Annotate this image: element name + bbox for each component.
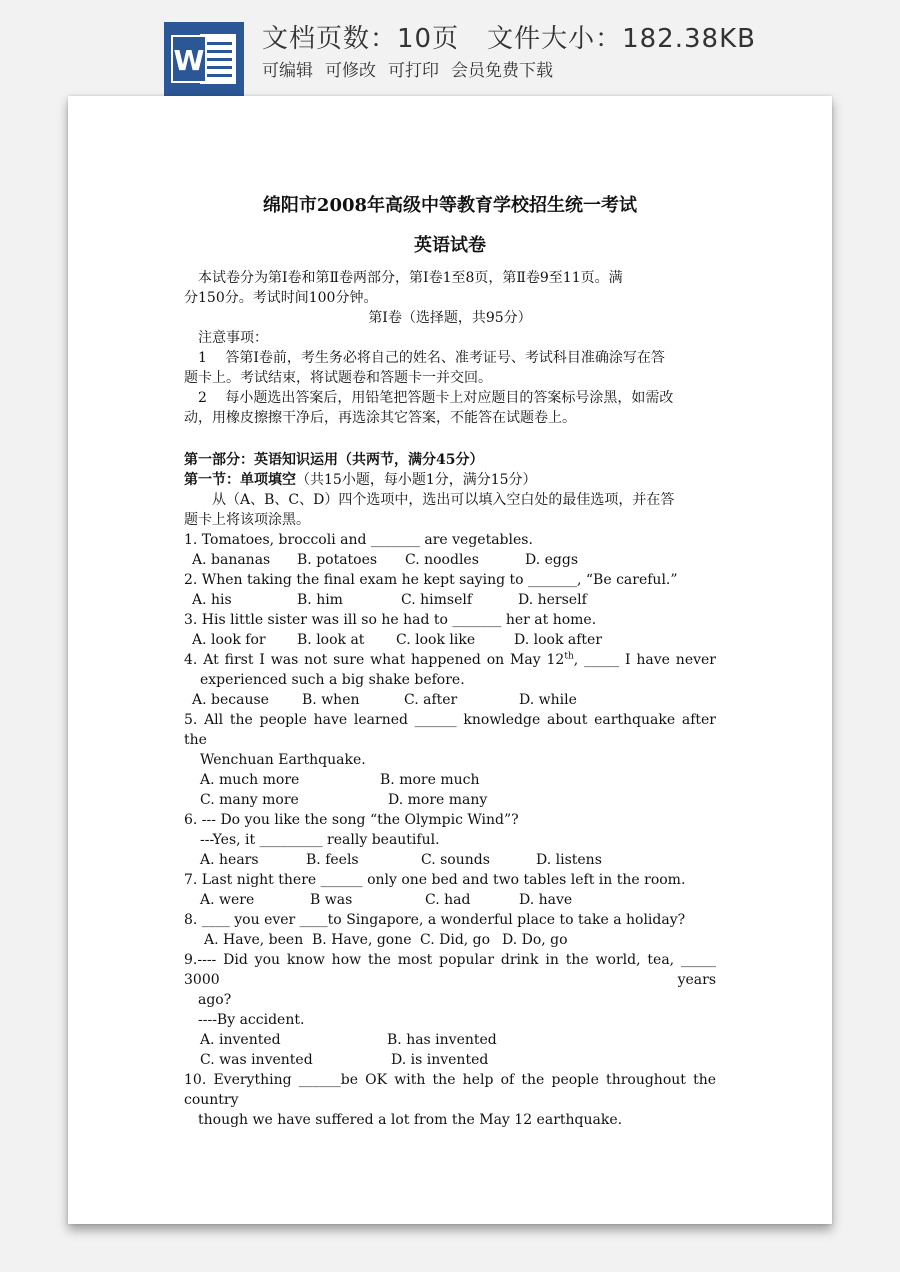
- option: A. his: [192, 592, 232, 608]
- instructions: 从（A、B、C、D）四个选项中，选出可以填入空白处的最佳选项，并在答: [212, 492, 675, 508]
- question-options: [184, 1050, 716, 1070]
- question-text: though we have suffered a lot from the May 12 earthquake.: [198, 1112, 623, 1128]
- feature-modifiable: 可修改: [325, 61, 376, 81]
- download-banner: [0, 0, 900, 100]
- feature-list: [262, 56, 565, 81]
- question-options: [184, 1030, 716, 1050]
- option: C. had: [425, 892, 471, 908]
- option: A. hears: [200, 852, 259, 868]
- question-text: 2. When taking the final exam he kept saying to _______, “Be careful.”: [184, 572, 678, 588]
- question-options: [184, 550, 716, 570]
- question-text: 10. Everything ______be OK with the help of the people throughout the country: [184, 1072, 716, 1108]
- question-text: 3. His little sister was ill so he had to _______ her at home.: [184, 612, 597, 628]
- superscript: th: [564, 651, 574, 662]
- option: C. after: [404, 692, 458, 708]
- file-info: [262, 18, 784, 55]
- section-heading-rest: （共15小题，每小题1分，满分15分）: [296, 472, 537, 488]
- feature-printable: 可打印: [388, 61, 439, 81]
- option: D. Do, go: [502, 932, 568, 948]
- option: D. look after: [514, 632, 603, 648]
- notice-item: 动，用橡皮擦擦干净后，再选涂其它答案，不能答在试题卷上。: [184, 410, 576, 426]
- option: B. more much: [380, 772, 480, 788]
- option: A. bananas: [192, 552, 271, 568]
- question-text: ---Yes, it _________ really beautiful.: [200, 832, 440, 848]
- option: A. much more: [200, 772, 300, 788]
- question-options: [184, 770, 716, 790]
- notice-item: 1 答第Ⅰ卷前，考生务必将自己的姓名、准考证号、考试科目准确涂写在答: [198, 350, 665, 366]
- option: B. look at: [297, 632, 365, 648]
- option: C. look like: [396, 632, 476, 648]
- option: C. Did, go: [420, 932, 491, 948]
- part-heading: 第一部分：英语知识运用（共两节，满分45分）: [184, 452, 484, 468]
- notice-item: 题卡上。考试结束，将试题卷和答题卡一并交回。: [184, 370, 492, 386]
- question-text: Wenchuan Earthquake.: [200, 752, 366, 768]
- doc-body: [184, 268, 716, 1130]
- question-text: experienced such a big shake before.: [200, 672, 465, 688]
- option: A. were: [200, 892, 255, 908]
- option: B. feels: [306, 852, 359, 868]
- option: C. was invented: [200, 1052, 313, 1068]
- question-options: [184, 590, 716, 610]
- option: D. eggs: [525, 552, 579, 568]
- doc-subtitle: 英语试卷: [414, 235, 486, 256]
- option: A. because: [192, 692, 269, 708]
- word-icon: [164, 22, 244, 96]
- question-options: [184, 790, 716, 810]
- question-options: [184, 930, 716, 950]
- option: D. have: [519, 892, 573, 908]
- option: A. Have, been: [204, 932, 304, 948]
- option: D. herself: [518, 592, 587, 608]
- question-text: 1. Tomatoes, broccoli and _______ are vegetables.: [184, 532, 533, 548]
- volume-heading: 第Ⅰ卷（选择题，共95分）: [368, 310, 532, 326]
- feature-editable: 可编辑: [262, 61, 313, 81]
- question-options: [184, 850, 716, 870]
- feature-free-download: 会员免费下载: [451, 61, 553, 81]
- option: B was: [310, 892, 353, 908]
- question-text: 5. All the people have learned ______ knowledge about earthquake after the: [184, 712, 716, 748]
- file-size: 文件大小：182.38KB: [487, 24, 756, 54]
- option: C. himself: [401, 592, 473, 608]
- option: B. him: [297, 592, 343, 608]
- option: A. invented: [200, 1032, 281, 1048]
- option: D. more many: [388, 792, 488, 808]
- question-text: 7. Last night there ______ only one bed and two tables left in the room.: [184, 872, 686, 888]
- instructions: 题卡上将该项涂黑。: [184, 512, 310, 528]
- notice-item: 2 每小题选出答案后，用铅笔把答题卡上对应题目的答案标号涂黑，如需改: [198, 390, 674, 406]
- option: B. Have, gone: [312, 932, 412, 948]
- section-heading-bold: 第一节：单项填空: [184, 472, 296, 488]
- section-heading: [184, 470, 716, 490]
- question-text: 6. --- Do you like the song “the Olympic Wind”?: [184, 812, 519, 828]
- page-count: 文档页数：10页: [262, 24, 460, 54]
- option: D. listens: [536, 852, 602, 868]
- question-text-part: , _____ I have never: [573, 652, 716, 668]
- question-options: [184, 890, 716, 910]
- intro-line: 分150分。考试时间100分钟。: [184, 290, 378, 306]
- option: B. potatoes: [297, 552, 378, 568]
- question-options: [184, 630, 716, 650]
- option: D. is invented: [391, 1052, 489, 1068]
- question-options: [184, 690, 716, 710]
- notice-heading: 注意事项：: [198, 330, 268, 346]
- question-text: ----By accident.: [198, 1012, 305, 1028]
- question-text: ago?: [198, 992, 232, 1008]
- svg-text:W: W: [173, 44, 205, 77]
- option: A. look for: [192, 632, 266, 648]
- document-page: [68, 96, 832, 1224]
- option: C. many more: [200, 792, 299, 808]
- question-text-part: 4. At first I was not sure what happened on May 12: [184, 652, 565, 668]
- option: D. while: [519, 692, 577, 708]
- option: C. noodles: [405, 552, 479, 568]
- question-text: 9.---- Did you know how the most popular drink in the world, tea, _____ 3000 years: [184, 952, 716, 988]
- intro-line: 本试卷分为第Ⅰ卷和第Ⅱ卷两部分，第Ⅰ卷1至8页，第Ⅱ卷9至11页。满: [198, 270, 623, 286]
- option: C. sounds: [421, 852, 490, 868]
- doc-title: 绵阳市2008年高级中等教育学校招生统一考试: [262, 195, 638, 216]
- option: B. has invented: [387, 1032, 497, 1048]
- question-text: [184, 650, 716, 670]
- option: B. when: [302, 692, 360, 708]
- question-text: 8. ____ you ever ____to Singapore, a wonderful place to take a holiday?: [184, 912, 686, 928]
